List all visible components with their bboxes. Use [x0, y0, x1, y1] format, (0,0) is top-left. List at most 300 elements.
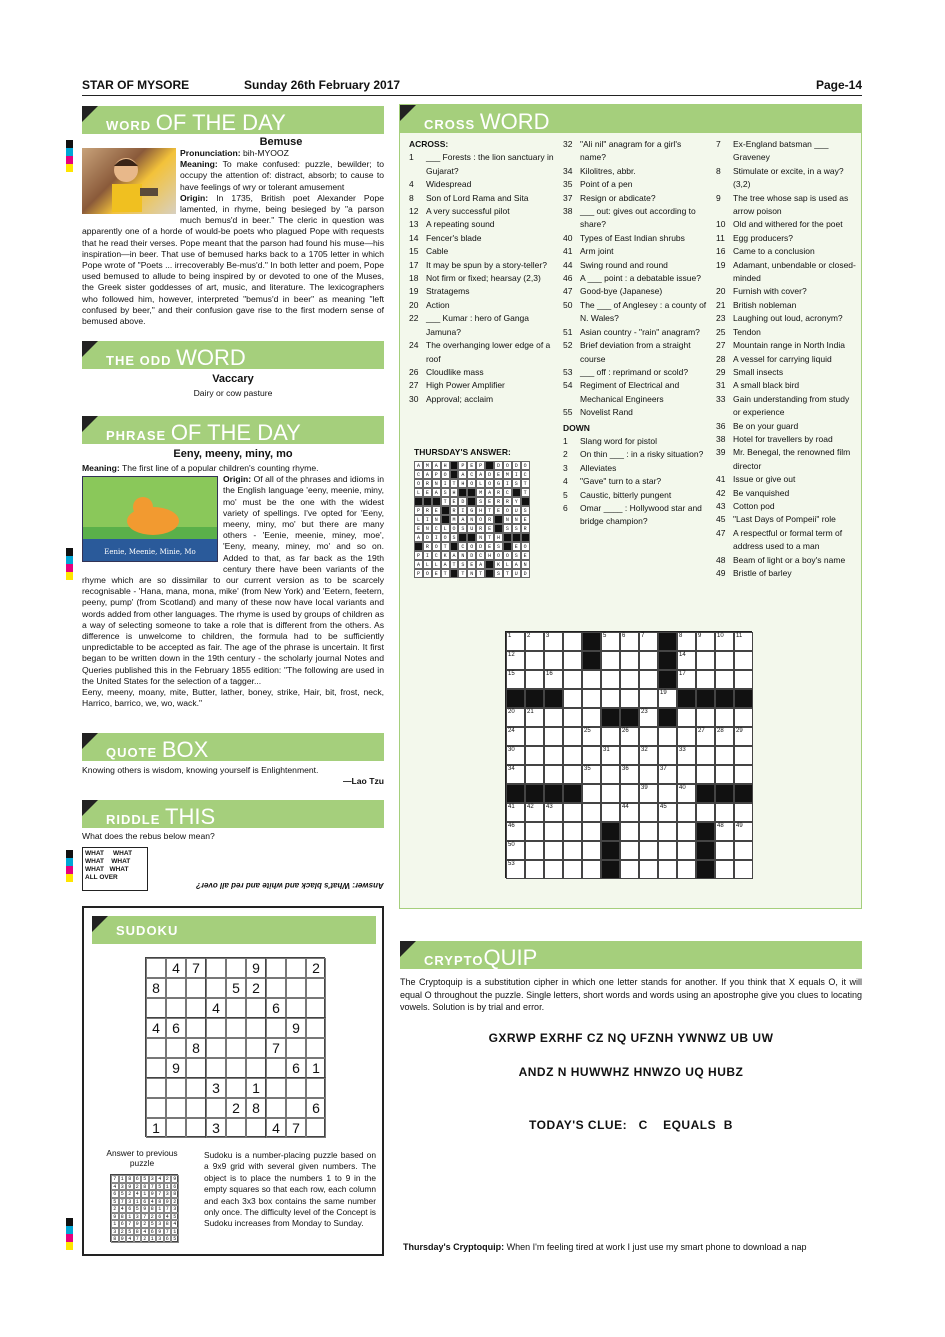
crossword-cell[interactable] — [563, 841, 582, 860]
crossword-cell[interactable] — [544, 632, 563, 651]
crossword-cell[interactable] — [506, 632, 525, 651]
sudoku-cell[interactable] — [206, 1038, 226, 1058]
clue-item — [716, 192, 858, 219]
answer-cell: L — [423, 560, 432, 569]
crossword-cell[interactable] — [715, 822, 734, 841]
sudoku-cell[interactable] — [266, 1098, 286, 1118]
crossword-cell[interactable] — [544, 841, 563, 860]
crossword-cell[interactable] — [734, 708, 753, 727]
crossword-cell[interactable] — [658, 860, 677, 879]
odd-word-title: Vaccary — [212, 373, 254, 385]
sudoku-answer-cell: 7 — [149, 1183, 157, 1191]
crossword-cell[interactable] — [677, 822, 696, 841]
crossword-cell[interactable] — [620, 860, 639, 879]
sudoku-cell[interactable] — [306, 998, 326, 1018]
crossword-cell[interactable] — [544, 822, 563, 841]
crossword-cell[interactable] — [658, 727, 677, 746]
crossword-cell[interactable] — [715, 632, 734, 651]
crossword-cell[interactable] — [544, 803, 563, 822]
sudoku-cell[interactable] — [226, 1058, 246, 1078]
crossword-cell[interactable] — [544, 708, 563, 727]
sudoku-answer-cell: 5 — [134, 1205, 142, 1213]
sudoku-cell[interactable]: 6 — [166, 1018, 186, 1038]
sudoku-cell[interactable] — [226, 958, 246, 978]
sudoku-cell[interactable] — [166, 1078, 186, 1098]
sudoku-cell[interactable]: 4 — [206, 998, 226, 1018]
clue-text: Stimulate or excite, in a way? (3,2) — [733, 165, 844, 190]
answer-cell: C — [476, 551, 485, 560]
phrase-section — [82, 448, 384, 709]
crossword-cell[interactable] — [639, 727, 658, 746]
crossword-cell[interactable] — [601, 651, 620, 670]
cell-number: 19 — [660, 690, 667, 696]
sudoku-cell[interactable] — [206, 978, 226, 998]
crossword-cell[interactable] — [525, 727, 544, 746]
crossword-cell[interactable] — [525, 632, 544, 651]
clue-text: On thin ___ : in a risky situation? — [580, 449, 704, 460]
sudoku-cell[interactable] — [166, 1098, 186, 1118]
sudoku-cell[interactable]: 4 — [166, 958, 186, 978]
clue-number: 43 — [716, 500, 726, 511]
crossword-cell[interactable] — [506, 727, 525, 746]
sudoku-cell[interactable] — [286, 1098, 306, 1118]
answer-cell: T — [485, 533, 494, 542]
crossword-cell[interactable] — [715, 803, 734, 822]
sudoku-cell[interactable] — [246, 998, 266, 1018]
crossword-cell[interactable] — [677, 841, 696, 860]
sudoku-answer-cell: 2 — [164, 1175, 172, 1183]
sudoku-cell[interactable]: 8 — [246, 1098, 266, 1118]
crossword-cell[interactable] — [582, 708, 601, 727]
crossword-cell[interactable] — [677, 632, 696, 651]
crossword-cell[interactable] — [620, 670, 639, 689]
crossword-cell[interactable] — [620, 784, 639, 803]
crossword-cell[interactable] — [563, 746, 582, 765]
sudoku-cell[interactable] — [186, 1118, 206, 1138]
crossword-cell[interactable] — [544, 765, 563, 784]
child-photo — [82, 148, 176, 214]
sudoku-cell[interactable] — [266, 1078, 286, 1098]
crossword-cell[interactable] — [525, 860, 544, 879]
clue-text: Mr. Benegal, the renowned film director — [733, 447, 851, 471]
crossword-cell[interactable] — [563, 727, 582, 746]
crossword-cell[interactable] — [506, 708, 525, 727]
crossword-cell[interactable] — [639, 651, 658, 670]
answer-cell: T — [503, 569, 512, 578]
sudoku-cell[interactable] — [186, 1098, 206, 1118]
sudoku-cell[interactable]: 2 — [306, 958, 326, 978]
sudoku-cell[interactable]: 7 — [286, 1118, 306, 1138]
sudoku-cell[interactable] — [246, 1018, 266, 1038]
crossword-cell[interactable] — [563, 670, 582, 689]
sudoku-cell[interactable]: 2 — [226, 1098, 246, 1118]
crossword-cell[interactable] — [715, 727, 734, 746]
sudoku-cell[interactable] — [266, 1058, 286, 1078]
sudoku-cell[interactable] — [146, 1058, 166, 1078]
crossword-cell[interactable] — [525, 765, 544, 784]
crossword-cell[interactable] — [658, 803, 677, 822]
crossword-cell[interactable] — [620, 765, 639, 784]
clue-item — [563, 178, 708, 191]
crossword-cell[interactable] — [563, 803, 582, 822]
crossword-cell[interactable] — [582, 746, 601, 765]
sudoku-cell[interactable] — [146, 1078, 166, 1098]
crossword-cell[interactable] — [639, 784, 658, 803]
crossword-cell[interactable] — [677, 708, 696, 727]
crossword-cell[interactable] — [620, 689, 639, 708]
crossword-cell[interactable] — [620, 841, 639, 860]
crossword-cell[interactable] — [639, 841, 658, 860]
clue-text: Cloudlike mass — [426, 366, 484, 377]
crossword-cell[interactable] — [506, 822, 525, 841]
clue-text: ___ Kumar : hero of Ganga Jamuna? — [426, 313, 530, 337]
sudoku-cell[interactable]: 6 — [266, 998, 286, 1018]
crossword-cell[interactable] — [601, 670, 620, 689]
answer-cell — [485, 569, 494, 578]
clue-number: 19 — [409, 286, 419, 297]
sudoku-cell[interactable] — [186, 1018, 206, 1038]
crossword-cell[interactable] — [658, 784, 677, 803]
sudoku-cell[interactable] — [206, 1058, 226, 1078]
crossword-cell[interactable] — [677, 860, 696, 879]
sudoku-cell[interactable] — [206, 1018, 226, 1038]
crossword-cell[interactable] — [544, 670, 563, 689]
crossword-cell[interactable] — [544, 727, 563, 746]
crossword-cell[interactable] — [734, 727, 753, 746]
crossword-cell[interactable] — [734, 746, 753, 765]
sudoku-answer-cell: 6 — [111, 1190, 119, 1198]
cell-number: 30 — [508, 747, 515, 753]
sudoku-cell[interactable]: 9 — [166, 1058, 186, 1078]
crossword-cell[interactable] — [563, 765, 582, 784]
crossword-cell[interactable] — [639, 860, 658, 879]
sudoku-cell[interactable] — [226, 1118, 246, 1138]
crossword-cell[interactable] — [677, 727, 696, 746]
sudoku-cell[interactable] — [286, 978, 306, 998]
crossword-cell[interactable] — [544, 860, 563, 879]
crossword-cell[interactable] — [601, 632, 620, 651]
sudoku-cell[interactable] — [226, 1038, 246, 1058]
crossword-cell[interactable] — [696, 727, 715, 746]
clue-number: 30 — [409, 393, 419, 404]
crossword-cell[interactable] — [544, 651, 563, 670]
sudoku-cell[interactable]: 4 — [266, 1118, 286, 1138]
clue-text: Old and withered for the poet — [733, 219, 843, 230]
crossword-cell[interactable] — [582, 727, 601, 746]
sudoku-answer-cell: 9 — [141, 1205, 149, 1213]
crossword-cell[interactable] — [582, 841, 601, 860]
crossword-cell[interactable] — [525, 708, 544, 727]
sudoku-cell[interactable]: 4 — [146, 1018, 166, 1038]
answer-cell: N — [423, 524, 432, 533]
crossword-cell[interactable] — [563, 651, 582, 670]
clue-text: Hotel for travellers by road — [733, 433, 833, 444]
answer-cell: E — [512, 542, 521, 551]
crossword-cell[interactable] — [506, 651, 525, 670]
sudoku-cell[interactable]: 2 — [246, 978, 266, 998]
sudoku-answer-cell: 9 — [156, 1228, 164, 1236]
crossword-cell[interactable] — [715, 841, 734, 860]
crossword-cell[interactable] — [734, 860, 753, 879]
crossword-cell[interactable] — [658, 746, 677, 765]
sudoku-cell[interactable] — [306, 1118, 326, 1138]
answer-cell: H — [494, 533, 503, 542]
sudoku-cell[interactable] — [246, 1118, 266, 1138]
sudoku-cell[interactable] — [146, 958, 166, 978]
sudoku-answer-cell: 8 — [126, 1175, 134, 1183]
answer-cell: E — [423, 488, 432, 497]
crossword-cell[interactable] — [601, 803, 620, 822]
crossword-cell — [658, 632, 677, 651]
answer-cell: E — [494, 506, 503, 515]
crossword-cell[interactable] — [696, 803, 715, 822]
sudoku-cell[interactable]: 1 — [246, 1078, 266, 1098]
clue-number: 11 — [716, 232, 725, 243]
answer-cell: E — [432, 506, 441, 515]
clue-item — [563, 285, 708, 298]
sudoku-cell[interactable] — [306, 1018, 326, 1038]
crossword-cell[interactable] — [582, 822, 601, 841]
crossword-cell[interactable] — [525, 841, 544, 860]
crossword-cell[interactable] — [677, 670, 696, 689]
sudoku-cell[interactable] — [186, 978, 206, 998]
crossword-cell[interactable] — [639, 822, 658, 841]
sudoku-cell[interactable]: 7 — [186, 958, 206, 978]
answer-cell: N — [467, 569, 476, 578]
sudoku-answer-cell: 3 — [149, 1175, 157, 1183]
cell-number: 49 — [736, 823, 743, 829]
cell-number: 24 — [508, 728, 515, 734]
clue-number: 17 — [409, 259, 419, 270]
answer-cell: A — [458, 515, 467, 524]
answer-cell: P — [414, 506, 423, 515]
sudoku-cell[interactable]: 1 — [306, 1058, 326, 1078]
crossword-cell[interactable] — [715, 670, 734, 689]
crossword-cell[interactable] — [563, 689, 582, 708]
clue-text: ___ off : reprimand or scold? — [580, 366, 689, 377]
crossword-cell[interactable] — [506, 841, 525, 860]
sudoku-cell[interactable]: 3 — [206, 1118, 226, 1138]
sudoku-cell[interactable] — [246, 1058, 266, 1078]
crossword-cell[interactable] — [734, 670, 753, 689]
crossword-cell[interactable] — [506, 803, 525, 822]
sudoku-answer-cell: 7 — [141, 1213, 149, 1221]
answer-cell: I — [441, 479, 450, 488]
crossword-cell[interactable] — [506, 860, 525, 879]
crossword-cell[interactable] — [715, 746, 734, 765]
sudoku-cell[interactable] — [306, 978, 326, 998]
crossword-cell[interactable] — [525, 746, 544, 765]
sudoku-answer-cell: 5 — [119, 1190, 127, 1198]
sudoku-cell[interactable]: 9 — [286, 1018, 306, 1038]
crossword-cell[interactable] — [620, 803, 639, 822]
crossword-cell[interactable] — [639, 746, 658, 765]
sudoku-cell[interactable]: 6 — [286, 1058, 306, 1078]
sudoku-cell[interactable] — [306, 1038, 326, 1058]
crossword-cell[interactable] — [696, 632, 715, 651]
crossword-cell[interactable] — [620, 651, 639, 670]
sudoku-cell[interactable]: 8 — [186, 1038, 206, 1058]
crossword-cell — [544, 689, 563, 708]
crossword-cell[interactable] — [601, 784, 620, 803]
answer-cell: E — [485, 542, 494, 551]
answer-cell: P — [414, 569, 423, 578]
answer-cell: R — [423, 479, 432, 488]
phrase-meaning: Meaning: The first line of a popular children's counting rhyme. — [82, 463, 319, 473]
crossword-cell[interactable] — [658, 822, 677, 841]
sudoku-cell[interactable] — [146, 1038, 166, 1058]
crossword-cell[interactable] — [639, 689, 658, 708]
crossword-cell[interactable] — [696, 651, 715, 670]
crossword-cell[interactable] — [696, 765, 715, 784]
sudoku-cell[interactable]: 6 — [306, 1098, 326, 1118]
thursday-cryptoquip: Thursday's Cryptoquip: When I'm feeling tired at work I just use my smart phone to download a nap — [403, 1242, 807, 1252]
crossword-grid[interactable] — [505, 631, 752, 878]
crossword-cell[interactable] — [582, 689, 601, 708]
answer-cell: H — [458, 479, 467, 488]
crossword-cell[interactable] — [658, 689, 677, 708]
crossword-cell[interactable] — [734, 822, 753, 841]
sudoku-cell[interactable] — [206, 958, 226, 978]
crossword-cell[interactable] — [563, 708, 582, 727]
sudoku-cell[interactable]: 7 — [266, 1038, 286, 1058]
crossword-cell[interactable] — [696, 670, 715, 689]
answer-cell: E — [485, 497, 494, 506]
sudoku-cell[interactable] — [166, 1038, 186, 1058]
crossword-cell[interactable] — [715, 708, 734, 727]
crossword-cell[interactable] — [506, 765, 525, 784]
image-caption: Eenie, Meenie, Minie, Mo — [104, 548, 196, 557]
sudoku-cell[interactable] — [146, 1098, 166, 1118]
sudoku-cell[interactable] — [186, 1058, 206, 1078]
answer-cell — [512, 488, 521, 497]
crossword-cell[interactable] — [639, 765, 658, 784]
sudoku-cell[interactable] — [166, 1118, 186, 1138]
crossword-cell[interactable] — [677, 784, 696, 803]
crossword-cell[interactable] — [506, 746, 525, 765]
answer-cell: A — [414, 461, 423, 470]
sudoku-cell[interactable] — [166, 978, 186, 998]
crossword-cell[interactable] — [582, 765, 601, 784]
answer-cell: N — [432, 479, 441, 488]
crossword-cell[interactable] — [734, 803, 753, 822]
crossword-cell[interactable] — [658, 841, 677, 860]
sudoku-cell[interactable] — [286, 1078, 306, 1098]
answer-cell: D — [467, 551, 476, 560]
sudoku-cell[interactable] — [286, 998, 306, 1018]
sudoku-cell[interactable]: 8 — [146, 978, 166, 998]
crossword-cell[interactable] — [715, 860, 734, 879]
crossword-cell[interactable] — [601, 765, 620, 784]
sudoku-cell[interactable] — [146, 998, 166, 1018]
sudoku-cell[interactable]: 3 — [206, 1078, 226, 1098]
sudoku-grid[interactable] — [145, 957, 325, 1137]
crossword-cell[interactable] — [582, 784, 601, 803]
sudoku-cell[interactable] — [306, 1078, 326, 1098]
crossword-cell[interactable] — [601, 727, 620, 746]
crossword-cell[interactable] — [601, 689, 620, 708]
crossword-cell[interactable] — [734, 841, 753, 860]
sudoku-cell[interactable] — [206, 1098, 226, 1118]
sudoku-cell[interactable] — [186, 998, 206, 1018]
crossword-cell[interactable] — [734, 632, 753, 651]
answer-cell — [423, 497, 432, 506]
sudoku-cell[interactable] — [266, 958, 286, 978]
clue-text: Beam of light or a boy's name — [733, 554, 846, 565]
sudoku-cell[interactable] — [266, 1018, 286, 1038]
crossword-cell[interactable] — [620, 727, 639, 746]
sudoku-cell[interactable] — [246, 1038, 266, 1058]
crossword-cell[interactable] — [715, 651, 734, 670]
crossword-cell[interactable] — [677, 765, 696, 784]
crossword-cell[interactable] — [525, 651, 544, 670]
crossword-cell[interactable] — [639, 632, 658, 651]
crossword-cell[interactable] — [582, 860, 601, 879]
sudoku-answer-cell: 5 — [111, 1198, 119, 1206]
crossword-cell[interactable] — [620, 822, 639, 841]
crossword-cell[interactable] — [601, 746, 620, 765]
sudoku-answer-cell: 1 — [134, 1198, 142, 1206]
crossword-cell[interactable] — [639, 803, 658, 822]
crossword-cell[interactable] — [734, 765, 753, 784]
sudoku-cell[interactable]: 1 — [146, 1118, 166, 1138]
sudoku-cell[interactable] — [226, 1078, 246, 1098]
crossword-cell[interactable] — [677, 651, 696, 670]
sudoku-cell[interactable] — [286, 1038, 306, 1058]
crossword-cell[interactable] — [696, 746, 715, 765]
crossword-cell[interactable] — [582, 670, 601, 689]
crossword-cell[interactable] — [582, 803, 601, 822]
crossword-cell[interactable] — [525, 803, 544, 822]
crossword-cell[interactable] — [677, 803, 696, 822]
sudoku-cell[interactable]: 9 — [246, 958, 266, 978]
sudoku-cell[interactable]: 5 — [226, 978, 246, 998]
sudoku-cell[interactable] — [166, 998, 186, 1018]
crossword-cell[interactable] — [658, 765, 677, 784]
crossword-cell[interactable] — [620, 632, 639, 651]
crossword-cell — [696, 689, 715, 708]
sudoku-cell[interactable] — [286, 958, 306, 978]
crossword-cell[interactable] — [506, 670, 525, 689]
riddle-band: RIDDLE THIS — [82, 800, 384, 828]
crossword-cell[interactable] — [696, 708, 715, 727]
crossword-cell[interactable] — [639, 670, 658, 689]
sudoku-answer-cell: 2 — [111, 1205, 119, 1213]
crossword-cell[interactable] — [715, 765, 734, 784]
crossword-cell[interactable] — [525, 670, 544, 689]
crossword-cell[interactable] — [525, 822, 544, 841]
sudoku-cell[interactable] — [226, 998, 246, 1018]
sudoku-cell[interactable] — [266, 978, 286, 998]
crossword-cell[interactable] — [639, 708, 658, 727]
cell-number: 53 — [508, 861, 515, 867]
crossword-cell[interactable] — [620, 746, 639, 765]
clue-item — [563, 366, 708, 379]
answer-cell: O — [485, 479, 494, 488]
answer-cell: P — [476, 461, 485, 470]
sudoku-cell[interactable] — [226, 1018, 246, 1038]
answer-cell: N — [458, 551, 467, 560]
crossword-cell[interactable] — [677, 746, 696, 765]
sudoku-cell[interactable] — [186, 1078, 206, 1098]
sudoku-answer-cell: 1 — [164, 1183, 172, 1191]
crossword-cell[interactable] — [563, 822, 582, 841]
crossword-cell[interactable] — [544, 746, 563, 765]
crossword-cell[interactable] — [563, 632, 582, 651]
crossword-cell[interactable] — [563, 860, 582, 879]
sudoku-answer-cell: 6 — [119, 1220, 127, 1228]
crossword-cell[interactable] — [734, 651, 753, 670]
